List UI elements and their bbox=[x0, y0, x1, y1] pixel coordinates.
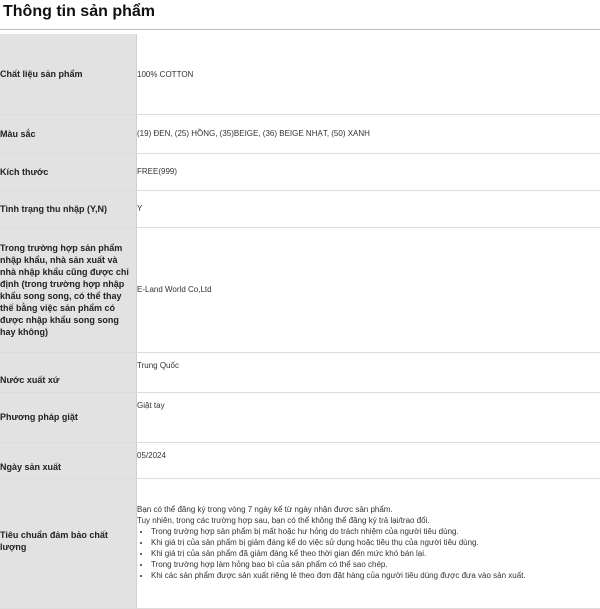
table-row bbox=[0, 114, 600, 153]
row-label-income-status: Tình trạng thu nhập (Y,N) bbox=[0, 190, 137, 227]
table-row bbox=[0, 352, 600, 392]
row-value-manufacture-date bbox=[137, 442, 600, 478]
list-item: • Trong trường hợp sản phẩm bị mất hoặc hư hỏng do trách nhiệm của người tiêu dùng. bbox=[151, 526, 600, 537]
manufacture-date-label-text: Ngày sản xuất bbox=[0, 462, 61, 472]
table-row bbox=[0, 227, 600, 352]
table-row bbox=[0, 442, 600, 478]
table-row bbox=[0, 190, 600, 227]
table-row bbox=[0, 392, 600, 442]
row-value-washing bbox=[137, 392, 600, 442]
row-label-quality-standard: Tiêu chuẩn đảm bảo chất lượng bbox=[0, 478, 137, 608]
table-row bbox=[0, 153, 600, 190]
row-value-quality-standard bbox=[137, 478, 600, 608]
row-value-material: 100% COTTON bbox=[137, 34, 600, 114]
list-item: • Trong trường hợp làm hỏng bao bì của sản phẩm có thể sao chép. bbox=[151, 559, 600, 570]
washing-value-text: Giặt tay bbox=[137, 393, 600, 411]
quality-intro-line: Bạn có thể đăng ký trong vòng 7 ngày kể từ ngày nhận được sản phẩm. bbox=[137, 504, 600, 515]
quality-exception-list bbox=[137, 526, 600, 581]
list-item: • Khi giá trị của sản phẩm đã giảm đáng kể theo thời gian đến mức khó bán lại. bbox=[151, 548, 600, 559]
product-info-table bbox=[0, 34, 600, 609]
row-value-origin bbox=[137, 352, 600, 392]
table-row bbox=[0, 478, 600, 608]
row-label-size: Kích thước bbox=[0, 153, 137, 190]
row-value-income-status: Y bbox=[137, 190, 600, 227]
row-label-origin bbox=[0, 352, 137, 392]
row-label-color: Màu sắc bbox=[0, 114, 137, 153]
row-value-size: FREE(999) bbox=[137, 153, 600, 190]
origin-label-text: Nước xuất xứ bbox=[0, 375, 59, 385]
row-value-color: (19) ĐEN, (25) HỒNG, (35)BEIGE, (36) BEIGE NHẠT, (50) XANH bbox=[137, 114, 600, 153]
origin-value-text: Trung Quốc bbox=[137, 353, 600, 371]
list-item: • Khi giá trị của sản phẩm bị giảm đáng kể do việc sử dụng hoặc tiêu thụ của người tiêu dùng. bbox=[151, 537, 600, 548]
row-label-manufacture-date bbox=[0, 442, 137, 478]
list-item: • Khi các sản phẩm được sản xuất riêng lẻ theo đơn đặt hàng của người tiêu dùng được đưa vào sản xuất. bbox=[151, 570, 600, 581]
quality-exception-line: Tuy nhiên, trong các trường hợp sau, bạn có thể không thể đăng ký trả lại/trao đổi. bbox=[137, 515, 600, 526]
row-value-importer: E-Land World Co,Ltd bbox=[137, 227, 600, 352]
row-label-importer: Trong trường hợp sản phẩm nhập khẩu, nhà sản xuất và nhà nhập khẩu cũng được chỉ định (trong trường hợp nhập khẩu song song, có thể thay thế bằng việc sản phẩm có được nhập khẩu song song hay không) bbox=[0, 227, 137, 352]
manufacture-date-value-text: 05/2024 bbox=[137, 443, 600, 461]
row-label-washing: Phương pháp giặt bbox=[0, 392, 137, 442]
page-title: Thông tin sản phẩm bbox=[0, 0, 600, 30]
row-label-material: Chất liệu sản phẩm bbox=[0, 34, 137, 114]
table-row bbox=[0, 34, 600, 114]
